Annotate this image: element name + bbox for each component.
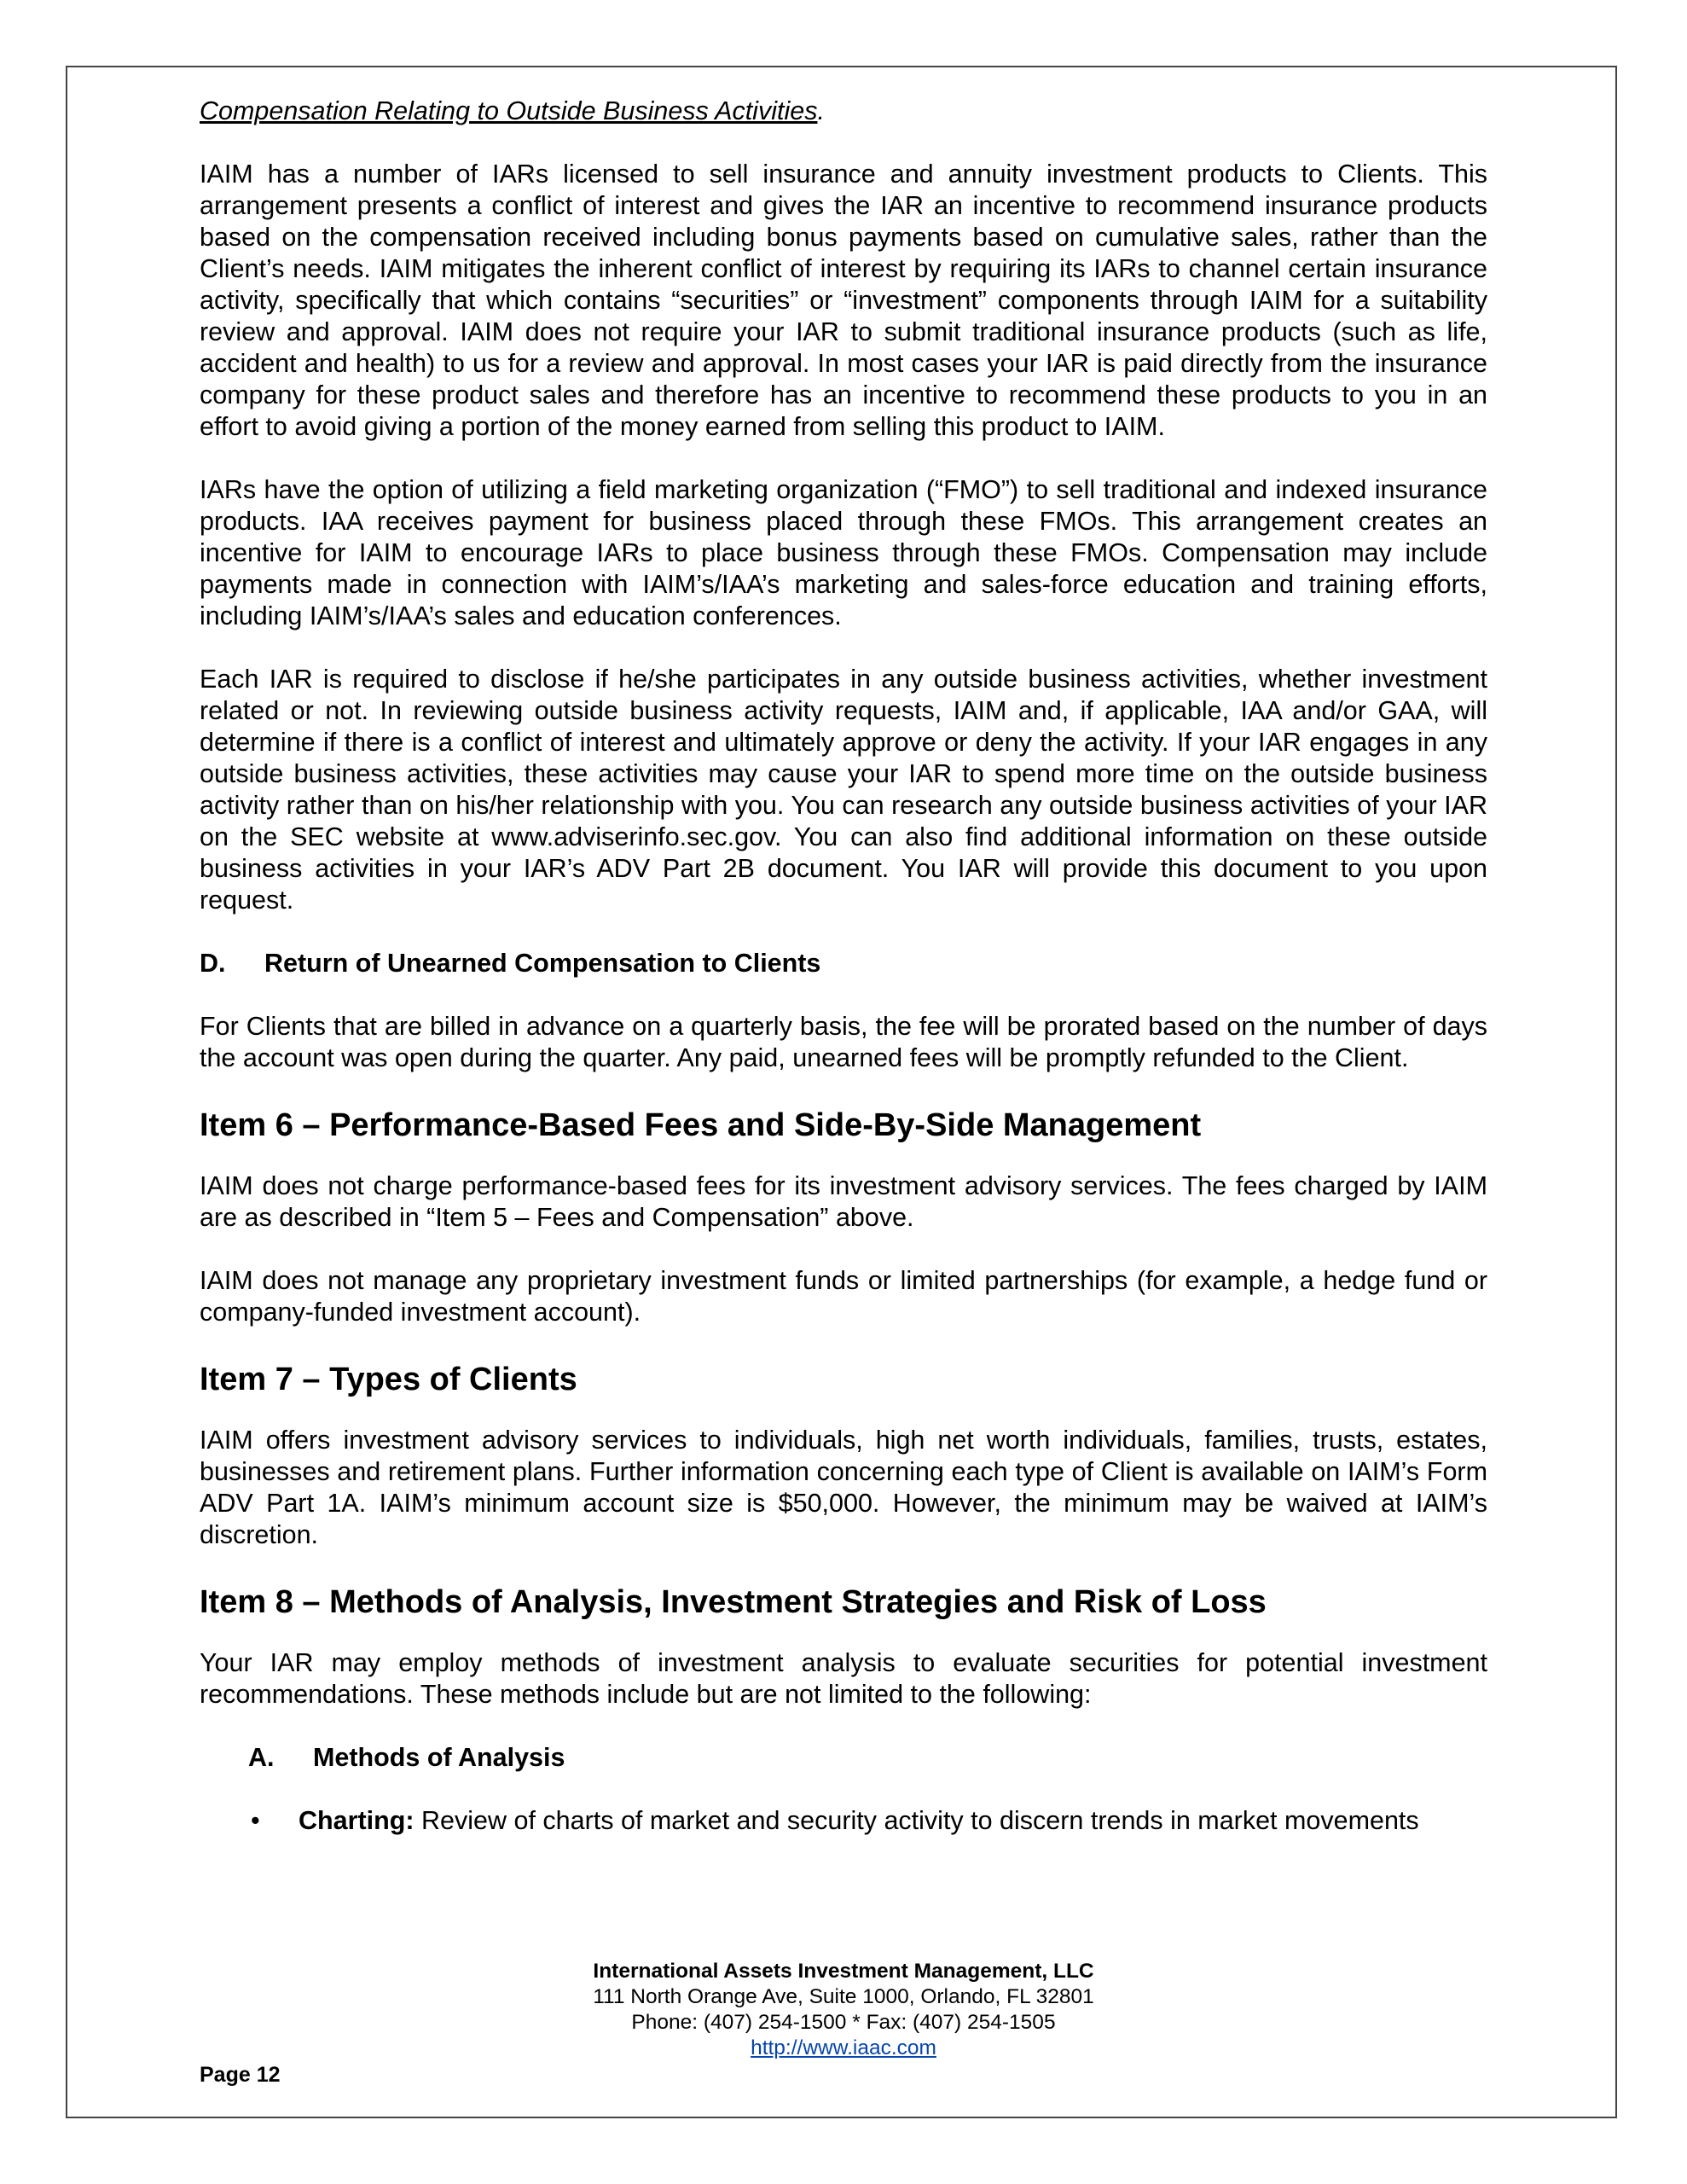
section-intro-period: . <box>817 96 825 125</box>
item6-paragraph-1: IAIM does not charge performance-based fees for its investment advisory services. The fees charged by IAIM are as described in “Item 5 – Fees and Compensation” above. <box>200 1171 1487 1232</box>
section-intro-title: Compensation Relating to Outside Business Activities <box>200 96 818 125</box>
methods-heading <box>200 1742 1487 1774</box>
page-footer <box>0 1959 1687 2061</box>
section-intro <box>200 96 1487 127</box>
methods-letter: A. <box>248 1743 275 1772</box>
paragraph-insurance-iars: IAIM has a number of IARs licensed to sell insurance and annuity investment products to Clients. This arrangement presents a conflict of interest and gives the IAR an incentive to recommend insurance products based on the compensation received including bonus payments based on cumulative sales, rather than the Client’s needs. IAIM mitigates the inherent conflict of interest by requiring its IARs to channel certain insurance activity, specifically that which contains “securities” or “investment” components through IAIM for a suitability review and approval. IAIM does not require your IAR to submit traditional insurance products (such as life, accident and health) to us for a review and approval. In most cases your IAR is paid directly from the insurance company for these product sales and therefore has an incentive to recommend these products to you in an effort to avoid giving a portion of the money earned from selling this product to IAIM. <box>200 160 1487 441</box>
section-d-letter: D. <box>200 949 226 978</box>
document-body <box>200 96 1487 1837</box>
section-d-body: For Clients that are billed in advance on a quarterly basis, the fee will be prorated based on the number of days the account was open during the quarter. Any paid, unearned fees will be promptly refunded to the Client. <box>200 1012 1487 1072</box>
bullet-label: Charting: <box>299 1806 415 1835</box>
bullet-charting <box>200 1805 1487 1837</box>
item6-heading: Item 6 – Performance-Based Fees and Side-By-Side Management <box>200 1107 1202 1143</box>
bullet-icon: • <box>251 1806 260 1835</box>
bullet-text: Review of charts of market and security activity to discern trends in market movements <box>414 1806 1419 1835</box>
paragraph-outside-activities: Each IAR is required to disclose if he/she participates in any outside business activities, whether investment related or not. In reviewing outside business activity requests, IAIM and, if applicable, IAA and/or GAA, will determine if there is a conflict of interest and ultimately approve or deny the activity. If your IAR engages in any outside business activities, these activities may cause your IAR to spend more time on the outside business activity rather than on his/her relationship with you. You can research any outside business activities of your IAR on the SEC website at www.adviserinfo.sec.gov. You can also find additional information on these outside business activities in your IAR’s ADV Part 2B document. You IAR will provide this document to you upon request. <box>200 665 1487 915</box>
item7-paragraph-1: IAIM offers investment advisory services to individuals, high net worth individuals, families, trusts, estates, businesses and retirement plans. Further information concerning each type of Client is available on IAIM’s Form ADV Part 1A. IAIM’s minimum account size is $50,000. However, the minimum may be waived at IAIM’s discretion. <box>200 1426 1487 1549</box>
footer-company: International Assets Investment Management, LLC <box>593 1960 1094 1983</box>
item7-heading: Item 7 – Types of Clients <box>200 1362 577 1397</box>
item6-paragraph-2: IAIM does not manage any proprietary investment funds or limited partnerships (for example, a hedge fund or company-funded investment account). <box>200 1266 1487 1327</box>
footer-address: 111 North Orange Ave, Suite 1000, Orlando, FL 32801 <box>593 1985 1094 2008</box>
footer-phone: Phone: (407) 254-1500 * Fax: (407) 254-1505 <box>631 2011 1056 2034</box>
page-number: Page 12 <box>200 2063 281 2087</box>
section-d-heading <box>200 948 1487 979</box>
footer-website-link[interactable]: http://www.iaac.com <box>751 2036 936 2059</box>
paragraph-fmo: IARs have the option of utilizing a field marketing organization (“FMO”) to sell traditional and indexed insurance products. IAA receives payment for business placed through these FMOs. This arrangement creates an incentive for IAIM to encourage IARs to place business through these FMOs. Compensation may include payments made in connection with IAIM’s/IAA’s marketing and sales-force education and training efforts, including IAIM’s/IAA’s sales and education conferences. <box>200 475 1487 630</box>
section-d-title: Return of Unearned Compensation to Clients <box>264 949 821 978</box>
item8-paragraph-1: Your IAR may employ methods of investment analysis to evaluate securities for potential investment recommendations. These methods include but are not limited to the following: <box>200 1648 1487 1709</box>
methods-title: Methods of Analysis <box>313 1743 565 1772</box>
item8-heading: Item 8 – Methods of Analysis, Investment Strategies and Risk of Loss <box>200 1584 1267 1620</box>
